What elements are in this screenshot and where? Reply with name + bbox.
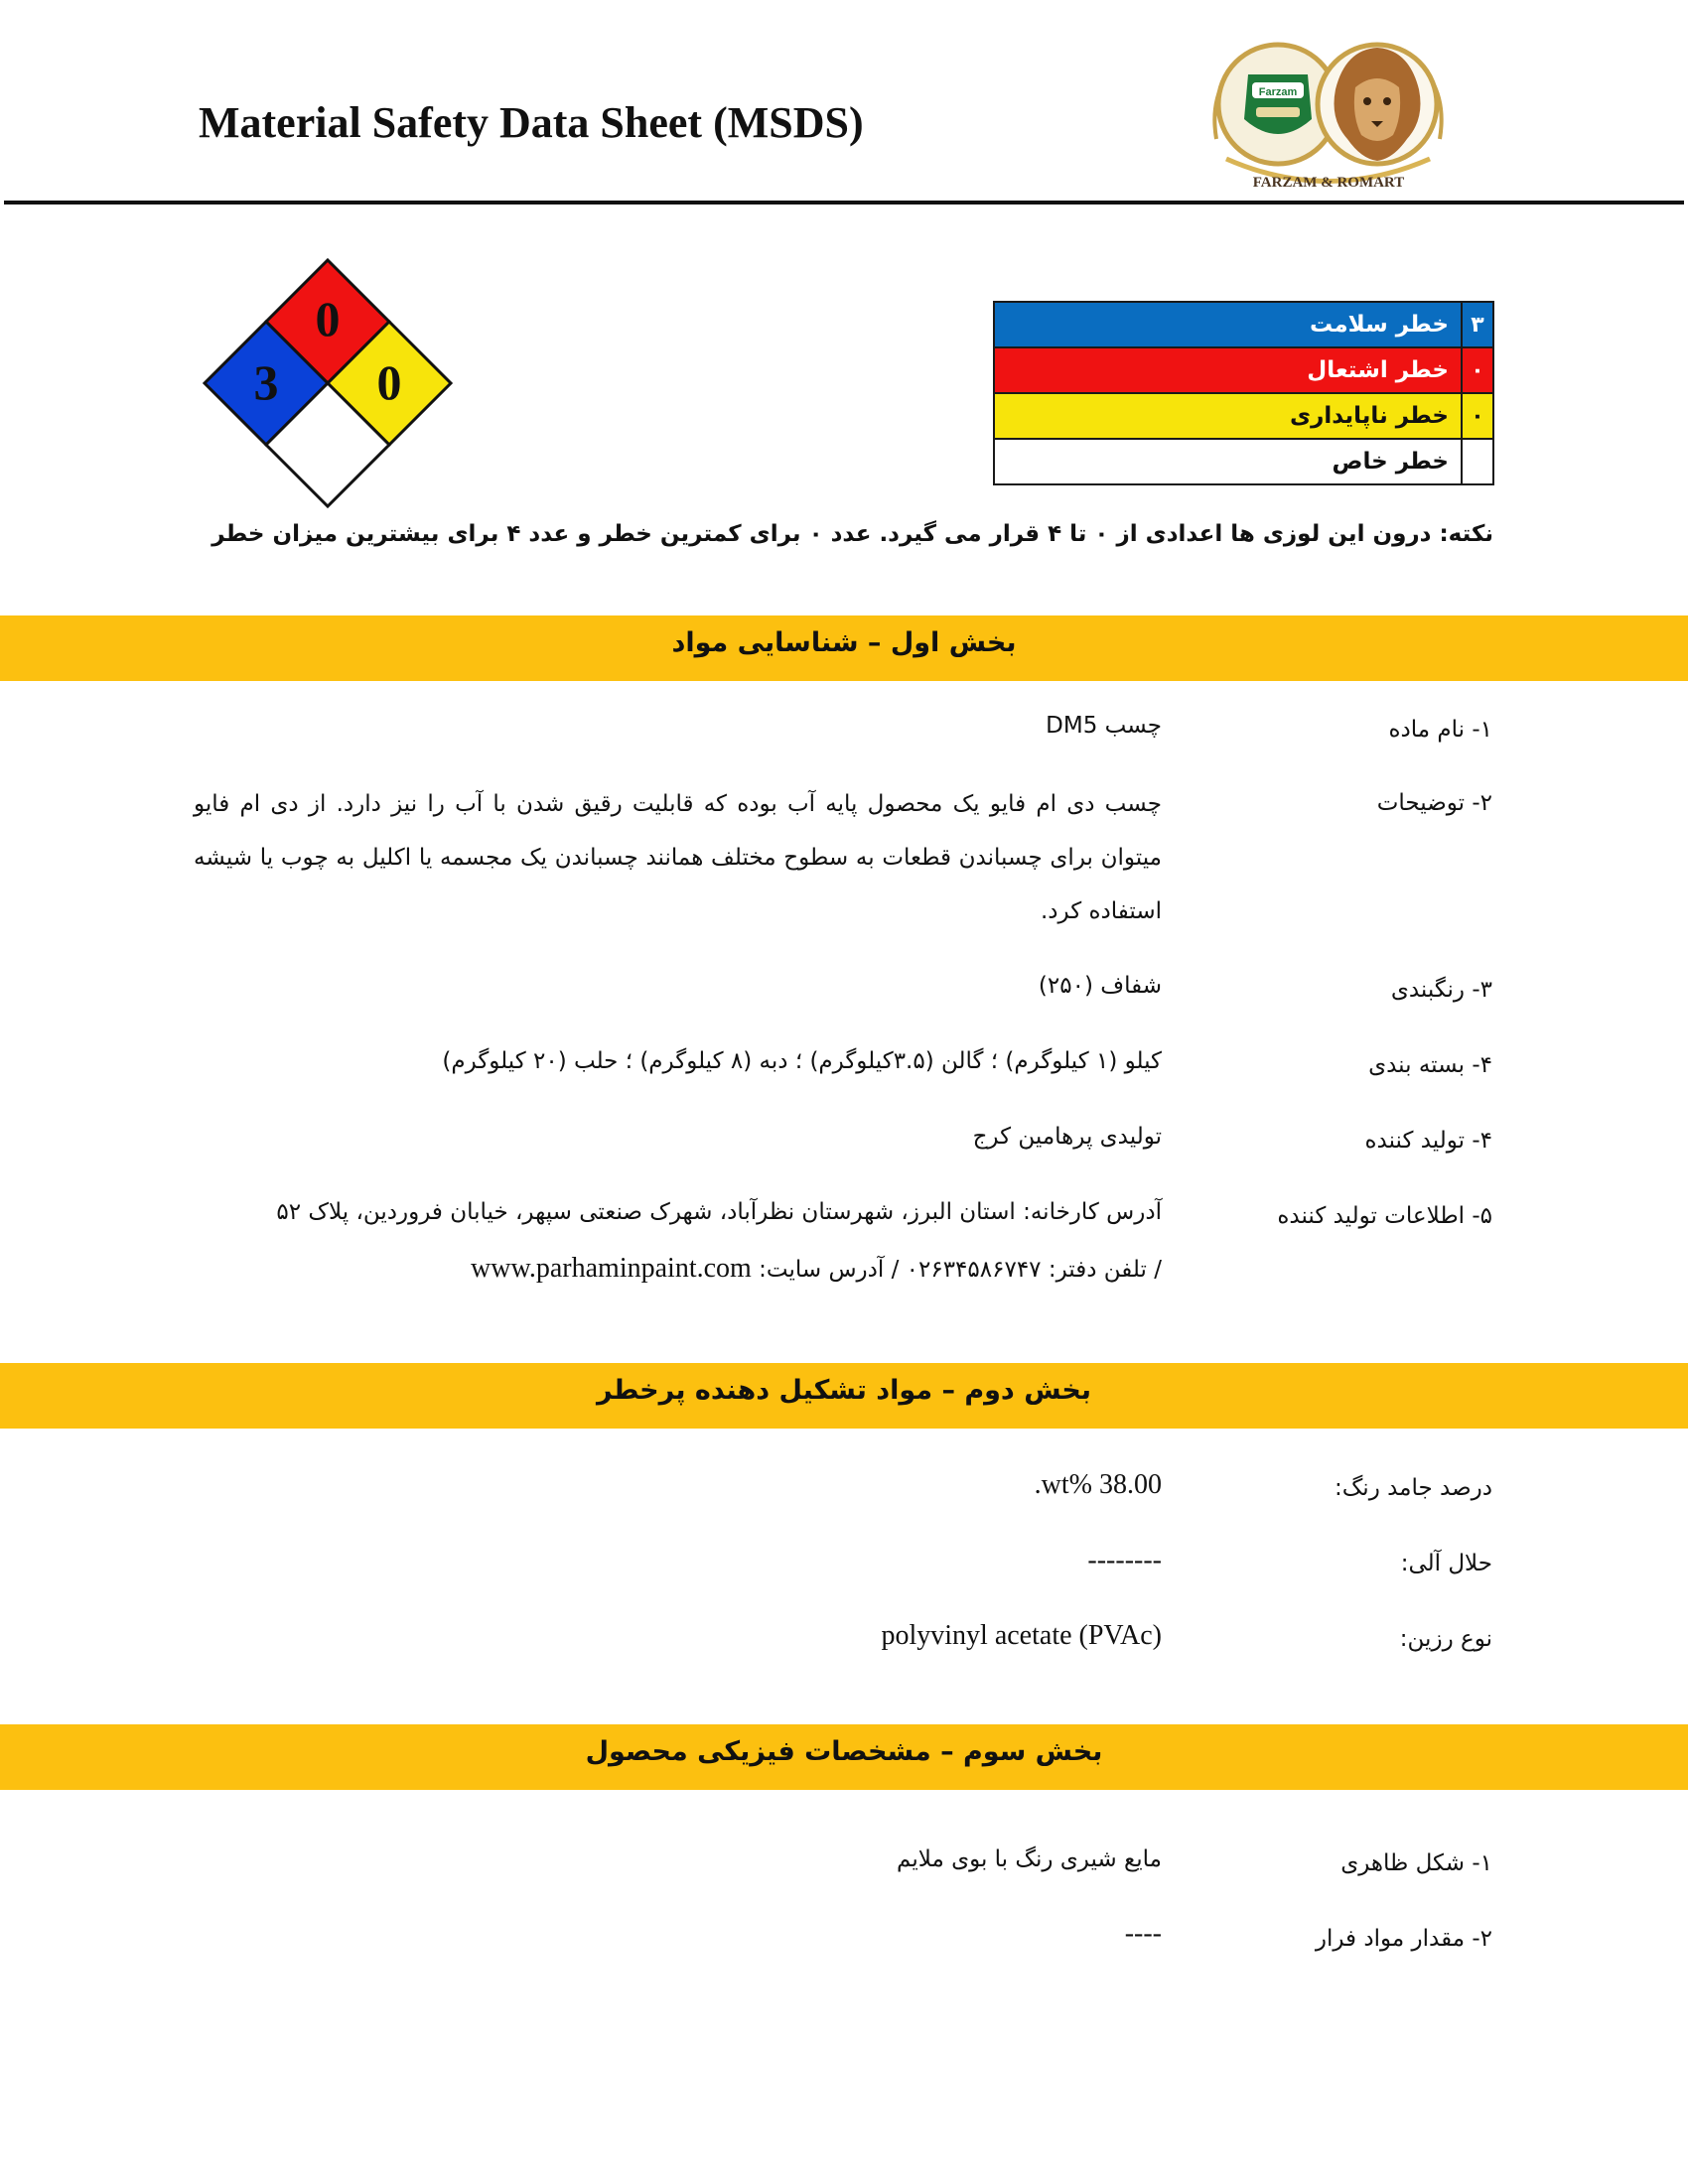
field-value-material-name: چسب DM5 xyxy=(1046,713,1162,739)
section-2-header xyxy=(0,1363,1688,1429)
hazard-row-health xyxy=(994,302,1493,347)
hazard-value: ۰ xyxy=(1462,347,1493,393)
field-value-description: چسب دی ام فایو یک محصول پایه آب بوده که قابلیت رقیق شدن با آب را نیز دارد. از دی ام فایو میتوان برای چسباندن قطعات به سطوح مختلف همانند چسباندن یک مجسمه یا اکلیل به چوب یا شیشه استفاده کرد. xyxy=(194,791,1162,924)
logo-caption: FARZAM & ROMART xyxy=(1252,175,1405,191)
field-label-packaging: ۴- بسته بندی xyxy=(1368,1052,1492,1078)
field-value-packaging: کیلو (۱ کیلوگرم) ؛ گالن (۳.۵کیلوگرم) ؛ دبه (۸ کیلوگرم) ؛ حلب (۲۰ کیلوگرم) xyxy=(442,1048,1162,1074)
field-label-material-name: ۱- نام ماده xyxy=(1388,717,1492,743)
hazard-value xyxy=(1462,439,1493,484)
document-title: Material Safety Data Sheet (MSDS) xyxy=(199,98,864,147)
header-divider xyxy=(4,201,1684,205)
hazard-legend-table xyxy=(993,301,1494,485)
hazard-value: ۰ xyxy=(1462,393,1493,439)
section-3-header xyxy=(0,1724,1688,1790)
hazard-row-fire xyxy=(994,347,1493,393)
section-1-title: بخش اول – شناسایی مواد xyxy=(671,627,1017,658)
field-label-manufacturer-info: ۵- اطلاعات تولید کننده xyxy=(1277,1203,1492,1229)
hazard-row-special xyxy=(994,439,1493,484)
hazard-value: ۳ xyxy=(1462,302,1493,347)
field-label-description: ۲- توضیحات xyxy=(1376,790,1492,816)
section-2-title: بخش دوم – مواد تشکیل دهنده پرخطر xyxy=(597,1375,1091,1406)
field-label-colors: ۳- رنگبندی xyxy=(1390,977,1492,1003)
hazard-note: نکته: درون این لوزی ها اعدادی از ۰ تا ۴ قرار می گیرد. عدد ۰ برای کمترین خطر و عدد ۴ برای بیشترین میزان خطر xyxy=(211,521,1493,547)
hazard-row-instability xyxy=(994,393,1493,439)
field-label-resin-type: نوع رزین: xyxy=(1399,1626,1492,1652)
logo-badge-text: Farzam xyxy=(1258,86,1298,98)
field-value-colors: شفاف (۲۵۰) xyxy=(1038,973,1162,999)
website-link[interactable]: www.parhaminpaint.com xyxy=(471,1253,752,1284)
hazard-label: خطر ناپایداری xyxy=(994,393,1462,439)
field-value-manufacturer: تولیدی پرهامین کرج xyxy=(972,1124,1162,1150)
contact-text: / تلفن دفتر: ۰۲۶۳۴۵۸۶۷۴۷ / آدرس سایت: xyxy=(759,1257,1162,1283)
field-label-volatile-content: ۲- مقدار مواد فرار xyxy=(1315,1926,1492,1952)
field-value-volatile-content: ---- xyxy=(1124,1918,1162,1949)
field-label-organic-solvent: حلال آلی: xyxy=(1400,1551,1492,1576)
nfpa-diamond xyxy=(199,256,457,514)
hazard-label: خطر اشتعال xyxy=(994,347,1462,393)
field-value-appearance: مایع شیری رنگ با بوی ملایم xyxy=(897,1846,1162,1872)
nfpa-instability-value: 0 xyxy=(376,354,402,410)
field-value-solid-content: 38.00 %wt. xyxy=(1034,1469,1162,1500)
field-label-solid-content: درصد جامد رنگ: xyxy=(1334,1475,1492,1501)
field-value-resin-type: polyvinyl acetate (PVAc) xyxy=(881,1620,1162,1651)
nfpa-health-value: 3 xyxy=(253,354,279,410)
hazard-label: خطر خاص xyxy=(994,439,1462,484)
section-3-title: بخش سوم – مشخصات فیزیکی محصول xyxy=(585,1736,1103,1767)
field-label-appearance: ۱- شکل ظاهری xyxy=(1340,1850,1492,1876)
hazard-label: خطر سلامت xyxy=(994,302,1462,347)
field-value-organic-solvent: -------- xyxy=(1087,1545,1162,1575)
company-logo xyxy=(1196,20,1460,199)
nfpa-fire-value: 0 xyxy=(315,291,341,346)
field-value-manufacturer-address: آدرس کارخانه: استان البرز، شهرستان نظرآباد، شهرک صنعتی سپهر، خیابان فروردین، پلاک ۵۲ xyxy=(276,1199,1162,1225)
field-value-manufacturer-contact xyxy=(471,1253,1162,1285)
section-1-header xyxy=(0,615,1688,681)
field-label-manufacturer: ۴- تولید کننده xyxy=(1364,1128,1492,1154)
